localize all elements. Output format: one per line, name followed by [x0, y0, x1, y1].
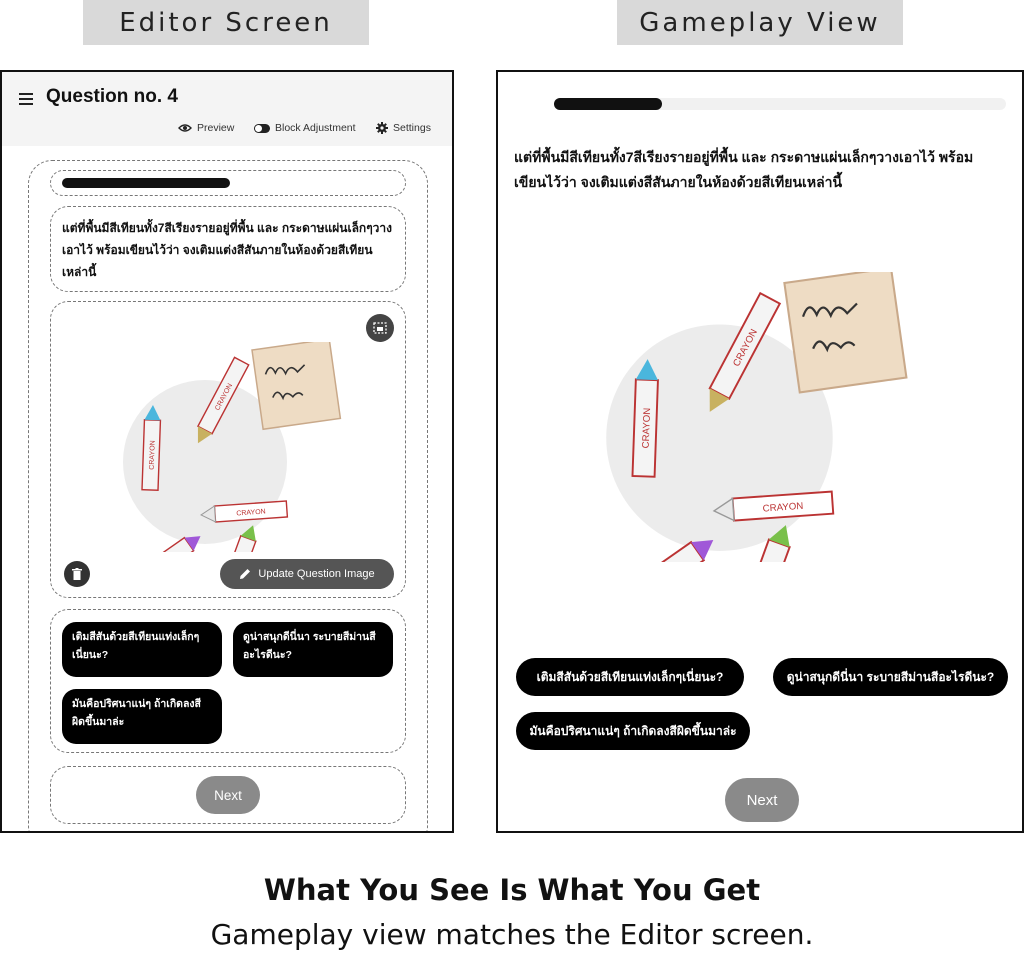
- progress-track: [554, 98, 1006, 110]
- progress-bar: [62, 178, 230, 188]
- answer-option[interactable]: ดูน่าสนุกดีนี่นา ระบายสีม่านสีอะไรดีนะ?: [233, 622, 393, 677]
- trash-icon: [72, 568, 82, 580]
- gear-icon: [376, 122, 388, 134]
- crayons-illustration: [584, 272, 924, 562]
- next-button[interactable]: Next: [196, 776, 260, 814]
- preview-label: Preview: [197, 122, 235, 134]
- answer-option[interactable]: มันคือปริศนาแน่ๆ ถ้าเกิดลงสีผิดขึ้นมาล่ะ: [516, 712, 750, 750]
- toggle-icon: [254, 124, 270, 133]
- crayon-label: CRAYON: [214, 382, 235, 412]
- crayon-label: CRAYON: [762, 500, 804, 515]
- update-question-image-label: Update Question Image: [258, 568, 375, 580]
- block-adjustment-label: Block Adjustment: [275, 122, 356, 134]
- note-paper: [252, 342, 340, 429]
- gameplay-view-label: Gameplay View: [617, 0, 903, 45]
- note-paper: [784, 272, 906, 392]
- caption-subtitle: Gameplay view matches the Editor screen.: [210, 918, 814, 951]
- answer-option[interactable]: ดูน่าสนุกดีนี่นา ระบายสีม่านสีอะไรดีนะ?: [773, 658, 1008, 696]
- delete-image-button[interactable]: [64, 561, 90, 587]
- progress-fill: [554, 98, 662, 110]
- question-text: แต่ที่พื้นมีสีเทียนทั้ง7สีเรียงรายอยู่ที่พื้น และ กระดาษแผ่นเล็กๆวางเอาไว้ พร้อมเขียนไว้ว่า จงเติมแต่งสีสันภายในห้องด้วยสีเทียนเหล่านี้: [62, 221, 392, 279]
- eye-icon: [178, 123, 192, 133]
- page-title: Question no. 4: [46, 86, 178, 107]
- crayons-illustration: [110, 342, 350, 552]
- gameplay-panel: [496, 70, 1024, 833]
- crayon-label: CRAYON: [148, 440, 157, 470]
- crayon-label: CRAYON: [640, 407, 654, 449]
- hamburger-icon[interactable]: [19, 93, 33, 108]
- answer-option[interactable]: เติมสีสันด้วยสีเทียนแท่งเล็กๆเนี่ยนะ?: [516, 658, 744, 696]
- crayon-label: CRAYON: [731, 327, 760, 369]
- editor-header: [2, 72, 452, 146]
- editor-panel: [0, 70, 454, 833]
- settings-button[interactable]: [376, 122, 431, 134]
- preview-button[interactable]: [178, 122, 234, 134]
- crayon-label: CRAYON: [236, 508, 266, 518]
- image-edit-icon: [373, 322, 387, 334]
- answer-option[interactable]: เติมสีสันด้วยสีเทียนแท่งเล็กๆเนี่ยนะ?: [62, 622, 222, 677]
- question-text: แต่ที่พื้นมีสีเทียนทั้ง7สีเรียงรายอยู่ที่พื้น และ กระดาษแผ่นเล็กๆวางเอาไว้ พร้อมเขียนไว้ว่า จงเติมแต่งสีสันภายในห้องด้วยสีเทียนเหล่านี้: [514, 149, 974, 190]
- editor-screen-label: Editor Screen: [83, 0, 369, 45]
- pencil-icon: [239, 568, 251, 580]
- next-button[interactable]: Next: [725, 778, 799, 822]
- answer-option[interactable]: มันคือปริศนาแน่ๆ ถ้าเกิดลงสีผิดขึ้นมาล่ะ: [62, 689, 222, 744]
- settings-label: Settings: [393, 122, 431, 134]
- caption-title: What You See Is What You Get: [263, 873, 761, 907]
- update-question-image-button[interactable]: [220, 559, 394, 589]
- block-adjustment-toggle[interactable]: [254, 122, 356, 134]
- image-edit-button[interactable]: [366, 314, 394, 342]
